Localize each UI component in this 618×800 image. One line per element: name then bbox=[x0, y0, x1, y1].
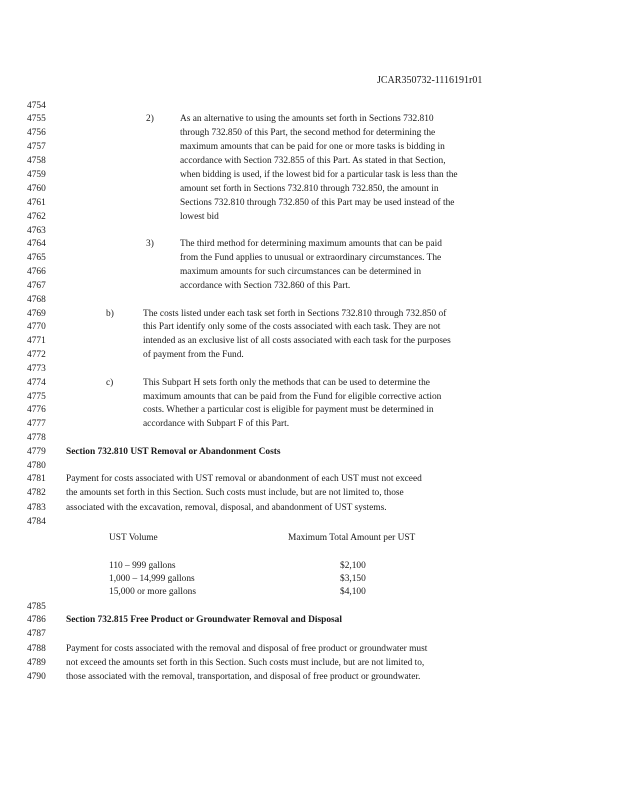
document-line bbox=[0, 473, 618, 486]
document-line bbox=[0, 294, 618, 307]
line-text: this Part identify only some of the costs associated with each task. They are not bbox=[143, 322, 441, 332]
table-cell: $4,100 bbox=[340, 587, 366, 597]
line-text: Payment for costs associated with the removal and disposal of free product or groundwater must bbox=[66, 644, 428, 654]
document-line bbox=[0, 432, 618, 445]
document-line bbox=[0, 238, 618, 251]
document-header-id: JCAR350732-1116191r01 bbox=[377, 75, 483, 86]
document-line bbox=[0, 516, 618, 529]
table-cell: $2,100 bbox=[340, 561, 366, 571]
document-line bbox=[0, 363, 618, 376]
document-line bbox=[0, 418, 618, 431]
line-number: 4790 bbox=[27, 672, 46, 682]
document-line bbox=[0, 391, 618, 404]
line-number: 4782 bbox=[27, 488, 46, 498]
line-text: those associated with the removal, transportation, and disposal of free product or groundwater. bbox=[66, 672, 421, 682]
line-text: from the Fund applies to unusual or extraordinary circumstances. The bbox=[180, 253, 442, 263]
document-line bbox=[0, 643, 618, 656]
line-text: through 732.850 of this Part, the second method for determining the bbox=[180, 128, 436, 138]
line-number: 4760 bbox=[27, 184, 46, 194]
line-number: 4757 bbox=[27, 142, 46, 152]
document-line bbox=[0, 349, 618, 362]
document-line bbox=[0, 614, 618, 627]
line-number: 4754 bbox=[27, 101, 46, 111]
line-text: maximum amounts that can be paid from the Fund for eligible corrective action bbox=[143, 392, 442, 402]
line-number: 4784 bbox=[27, 517, 46, 527]
line-text: maximum amounts for such circumstances can be determined in bbox=[180, 267, 422, 277]
document-line bbox=[0, 197, 618, 210]
list-marker: b) bbox=[106, 309, 114, 319]
line-text: Payment for costs associated with UST removal or abandonment of each UST must not exceed bbox=[66, 474, 422, 484]
document-line bbox=[0, 404, 618, 417]
document-line bbox=[0, 100, 618, 113]
document-line bbox=[0, 377, 618, 390]
line-number: 4762 bbox=[27, 212, 46, 222]
line-text: This Subpart H sets forth only the methods that can be used to determine the bbox=[143, 378, 430, 388]
line-number: 4767 bbox=[27, 281, 46, 291]
table-row bbox=[0, 573, 618, 586]
line-number: 4772 bbox=[27, 350, 46, 360]
section-heading: Section 732.815 Free Product or Groundwater Removal and Disposal bbox=[66, 615, 342, 625]
table-row bbox=[0, 586, 618, 599]
section-heading: Section 732.810 UST Removal or Abandonment Costs bbox=[66, 447, 281, 457]
list-marker: c) bbox=[106, 378, 114, 388]
document-line bbox=[0, 657, 618, 670]
document-line bbox=[0, 127, 618, 140]
line-number: 4770 bbox=[27, 322, 46, 332]
document-line bbox=[0, 628, 618, 641]
line-text: amount set forth in Sections 732.810 through 732.850, the amount in bbox=[180, 184, 439, 194]
line-number: 4781 bbox=[27, 474, 46, 484]
line-number: 4765 bbox=[27, 253, 46, 263]
document-line bbox=[0, 502, 618, 515]
line-text: The third method for determining maximum amounts that can be paid bbox=[180, 239, 442, 249]
line-number: 4788 bbox=[27, 644, 46, 654]
line-number: 4789 bbox=[27, 658, 46, 668]
line-number: 4785 bbox=[27, 602, 46, 612]
line-number: 4768 bbox=[27, 295, 46, 305]
line-number: 4779 bbox=[27, 447, 46, 457]
document-line bbox=[0, 601, 618, 614]
line-text: the amounts set forth in this Section. Such costs must include, but are not limited to, those bbox=[66, 488, 404, 498]
table-row bbox=[0, 532, 618, 545]
line-number: 4755 bbox=[27, 114, 46, 124]
table-header-cell: UST Volume bbox=[109, 533, 158, 543]
table-cell: 1,000 – 14,999 gallons bbox=[109, 574, 195, 584]
document-line bbox=[0, 155, 618, 168]
line-text: intended as an exclusive list of all costs associated with each task for the purposes bbox=[143, 336, 451, 346]
document-line bbox=[0, 446, 618, 459]
list-marker: 3) bbox=[146, 239, 154, 249]
line-number: 4775 bbox=[27, 392, 46, 402]
line-number: 4761 bbox=[27, 198, 46, 208]
line-number: 4771 bbox=[27, 336, 46, 346]
line-text: accordance with Section 732.860 of this Part. bbox=[180, 281, 351, 291]
document-line bbox=[0, 183, 618, 196]
line-text: accordance with Section 732.855 of this Part. As stated in that Section, bbox=[180, 156, 446, 166]
line-number: 4780 bbox=[27, 461, 46, 471]
table-row bbox=[0, 560, 618, 573]
line-number: 4774 bbox=[27, 378, 46, 388]
line-number: 4783 bbox=[27, 503, 46, 513]
document-line bbox=[0, 671, 618, 684]
table-header-cell: Maximum Total Amount per UST bbox=[288, 533, 416, 543]
list-marker: 2) bbox=[146, 114, 154, 124]
line-number: 4763 bbox=[27, 226, 46, 236]
line-number: 4778 bbox=[27, 433, 46, 443]
line-text: not exceed the amounts set forth in this Section. Such costs must include, but are not limited to, bbox=[66, 658, 425, 668]
document-line bbox=[0, 252, 618, 265]
line-text: As an alternative to using the amounts set forth in Sections 732.810 bbox=[180, 114, 434, 124]
document-line bbox=[0, 280, 618, 293]
document-line bbox=[0, 169, 618, 182]
line-text: Sections 732.810 through 732.850 of this Part may be used instead of the bbox=[180, 198, 455, 208]
line-number: 4766 bbox=[27, 267, 46, 277]
line-text: when bidding is used, if the lowest bid for a particular task is less than the bbox=[180, 170, 458, 180]
document-line bbox=[0, 211, 618, 224]
document-line bbox=[0, 460, 618, 473]
line-text: The costs listed under each task set forth in Sections 732.810 through 732.850 of bbox=[143, 309, 447, 319]
document-line bbox=[0, 266, 618, 279]
line-number: 4759 bbox=[27, 170, 46, 180]
line-number: 4787 bbox=[27, 629, 46, 639]
line-text: of payment from the Fund. bbox=[143, 350, 244, 360]
line-number: 4758 bbox=[27, 156, 46, 166]
document-line bbox=[0, 113, 618, 126]
line-text: lowest bid bbox=[180, 212, 219, 222]
document-line bbox=[0, 141, 618, 154]
table-cell: 110 – 999 gallons bbox=[109, 561, 176, 571]
document-line bbox=[0, 225, 618, 238]
document-line bbox=[0, 321, 618, 334]
line-number: 4777 bbox=[27, 419, 46, 429]
line-number: 4756 bbox=[27, 128, 46, 138]
document-line bbox=[0, 487, 618, 500]
line-number: 4769 bbox=[27, 309, 46, 319]
line-number: 4773 bbox=[27, 364, 46, 374]
line-text: costs. Whether a particular cost is eligible for payment must be determined in bbox=[143, 405, 434, 415]
line-text: accordance with Subpart F of this Part. bbox=[143, 419, 290, 429]
line-text: associated with the excavation, removal, disposal, and abandonment of UST systems. bbox=[66, 503, 387, 513]
line-number: 4776 bbox=[27, 405, 46, 415]
document-line bbox=[0, 335, 618, 348]
document-line bbox=[0, 308, 618, 321]
line-text: maximum amounts that can be paid for one or more tasks is bidding in bbox=[180, 142, 445, 152]
table-cell: $3,150 bbox=[340, 574, 366, 584]
line-number: 4786 bbox=[27, 615, 46, 625]
line-number: 4764 bbox=[27, 239, 46, 249]
table-cell: 15,000 or more gallons bbox=[109, 587, 196, 597]
